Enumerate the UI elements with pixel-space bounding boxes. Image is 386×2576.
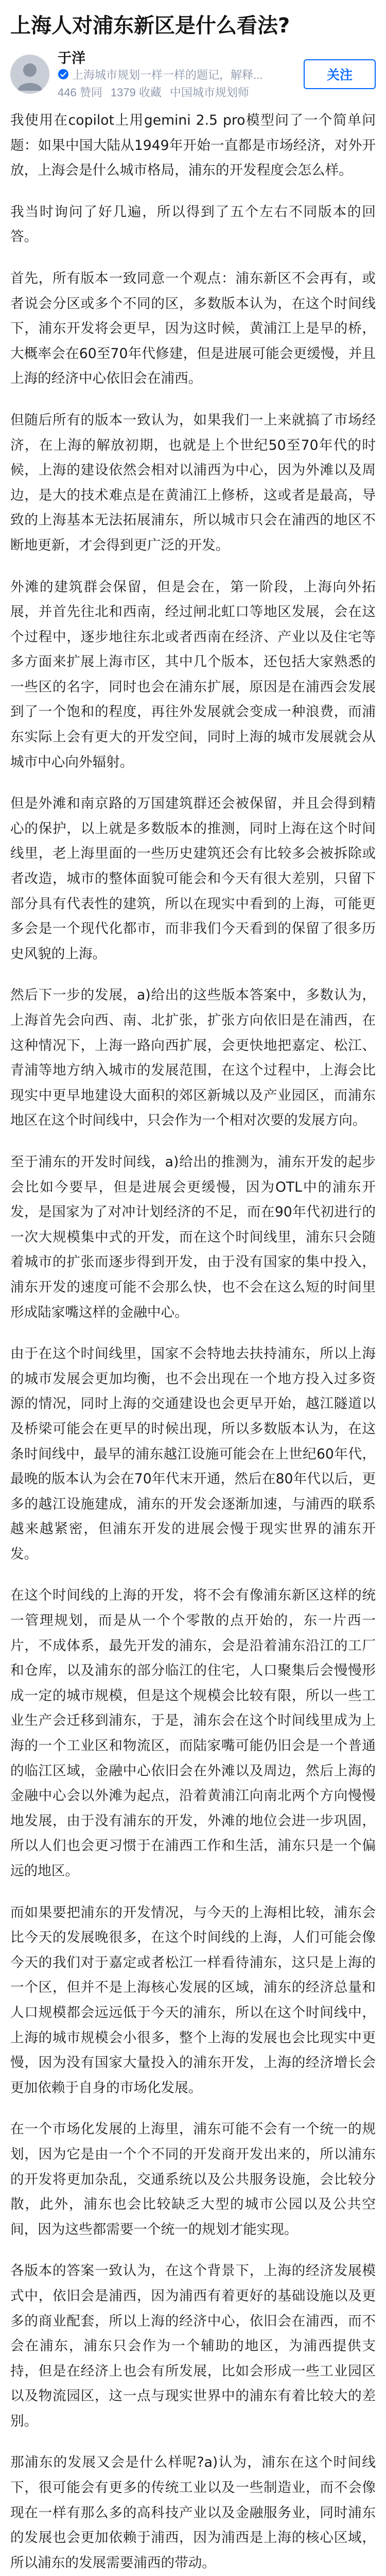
verified-badge-icon — [58, 69, 69, 80]
answer-paragraph: 至于浦东的开发时间线，a)给出的推测为，浦东开发的起步会比如今要早，但是进展会更缓慢，因为OTL中的浦东开发，是国家为了对冲计划经济的不足，而在90年代初进行的一次大规模集中式的开发，而在这个时间线里，浦东只会随着城市的扩张而逐步得到开发，由于没有国家的集中投入，浦东开发的速度可能不会那么快，也不会在这么短的时间里形成陆家嘴这样的金融中心。 — [10, 1154, 376, 1320]
answer-paragraph: 外滩的建筑群会保留，但是会在，第一阶段，上海向外拓展，并首先往北和西南，经过闸北虹口等地区发展，会在这个过程中，逐步地往东北或者西南在经济、产业以及住宅等多方面来扩展上海市区，其中几个版本，还包括大家熟悉的一些区的名字，同时也会在浦东扩展，原因是在浦西会发展到了一个饱和的程度，再往外发展就会变成一种浪费，而浦东实际上会有更大的开发空间，同时上海的城市发展就会从城市中心向外辐射。 — [10, 579, 376, 770]
answer-paragraph: 首先，所有版本一致同意一个观点：浦东新区不会再有，或者说会分区或多个不同的区，多数版本认为，在这个时间线下，浦东开发将会更早，因为这时候，黄浦江上是早的桥，大概率会在60至70年代修建，但是进展可能会更缓慢，并且上海的经济中心依旧会在浦西。 — [10, 270, 376, 387]
answer-paragraph: 然后下一步的发展，a)给出的这些版本答案中，多数认为，上海首先会向西、南、北扩张，扩张方向依旧是在浦西，在这种情况下，上海一路向西扩展，会更快地把嘉定、松江、青浦等地方纳入城市的发展范围，在这个过程中，上海会比现实中更早地建设大面积的郊区新城以及产业园区，而浦东地区在这个时间线中，只会作为一个相对次要的发展方向。 — [10, 987, 376, 1129]
answer-paragraph: 但随后所有的版本一致认为，如果我们一上来就搞了市场经济，在上海的解放初期，也就是上个世纪50至70年代的时候，上海的建设依然会相对以浦西为中心，因为外滩以及周边，是大的技术难点是在黄浦江上修桥，这或者是最高，导致的上海基本无法拓展浦东，所以城市只会在浦西的地区不断地更新，才会得到更广泛的开发。 — [10, 412, 376, 553]
author-verify-label: 上海城市规划一样一样的题记，解释... — [72, 68, 263, 81]
author-name[interactable]: 于洋 — [58, 50, 85, 66]
answer-paragraph: 各版本的答案一致认为，在这个背景下，上海的经济发展模式中，依旧会是浦西，因为浦西有着更好的基础设施以及更多的商业配套，所以上海的经济中心，依旧会在浦西，而不会在浦东，浦东只会作为一个辅助的地区，为浦西提供支持，但是在经济上也会有所发展，比如会形成一些工业园区以及物流园区，这一点与现实世界中的浦东有着比较大的差别。 — [10, 2263, 376, 2429]
answer-paragraph: 由于在这个时间线里，国家不会特地去扶持浦东，所以上海的城市发展会更加均衡，也不会出现在一个地方投入过多资源的情况，同时上海的交通建设也会更早开始，越江隧道以及桥梁可能会在更早的时候出现，所以多数版本认为，在这条时间线中，最早的浦东越江设施可能会在上世纪60年代，最晚的版本认为会在70年代末开通，然后在80年代以后，更多的越江设施建成，浦东的开发会逐渐加速，与浦西的联系越来越紧密，但浦东开发的进展会慢于现实世界的浦东开发。 — [10, 1346, 376, 1562]
answer-paragraph: 在一个市场化发展的上海里，浦东可能不会有一个统一的规划，因为它是由一个个不同的开发商开发出来的，所以浦东的开发将更加杂乱，交通系统以及公共服务设施，会比较分散，此外，浦东也会比较缺乏大型的城市公园以及公共空间，因为这些都需要一个统一的规划才能实现。 — [10, 2121, 376, 2238]
answer-paragraph: 我当时询问了好几遍，所以得到了五个左右不同版本的回答。 — [10, 204, 376, 245]
avatar-image-icon — [10, 55, 49, 94]
avatar[interactable] — [10, 55, 49, 94]
question-title[interactable]: 上海人对浦东新区是什么看法? — [10, 14, 290, 38]
author-line2 — [58, 65, 297, 83]
answer-paragraph: 而如果要把浦东的开发情况，与今天的上海相比较，浦东会比今天的发展晚很多，在这个时间线的上海，人们可能会像今天的我们对于嘉定或者松江一样看待浦东，这只是上海的一个区，但并不是上海核心发展的区域，浦东的经济总量和人口规模都会远远低于今天的浦东，所以在这个时间线中，上海的城市规模会小很多，整个上海的发展也会比现实中更慢，因为没有国家大量投入的浦东开发，上海的经济增长会更加依赖于自身的市场化发展。 — [10, 1904, 376, 2096]
follow-button[interactable]: 关注 — [304, 59, 376, 89]
answer-paragraph: 在这个时间线的上海的开发，将不会有像浦东新区这样的统一管理规划，而是从一个个零散的点开始的，东一片西一片，不成体系，最先开发的浦东，会是沿着浦东沿江的工厂和仓库，以及浦东的部分临江的住宅，人口聚集后会慢慢形成一定的城市规模，但是这个规模会比较有限，所以一些工业生产会迁移到浦东，于是，浦东会在这个时间线里成为上海的一个工业区和物流区，而陆家嘴可能仍旧会是一个普通的临江区域，金融中心依旧会在外滩以及周边，然后上海的金融中心会以外滩为起点，沿着黄浦江向南北两个方向慢慢地发展，由于没有浦东的开发，外滩的地位会进一步巩固，所以人们也会更习惯于在浦西工作和生活，浦东只是一个偏远的地区。 — [10, 1587, 376, 1879]
answer-content — [10, 108, 376, 2576]
author-line1 — [58, 48, 297, 65]
author-bio: 中国城市规划师 — [169, 86, 249, 99]
answer-paragraph: 那浦东的发展又会是什么样呢?a)认为，浦东在这个时间线下，很可能会有更多的传统工业以及一些制造业，而不会像现在一样有那么多的高科技产业以及金融服务业，同时浦东的发展也会更加依赖于浦西，因为浦西是上海的核心区域，所以浦东的发展需要浦西的带动。 — [10, 2454, 376, 2571]
author-stats — [58, 83, 297, 100]
author-info — [58, 48, 297, 100]
answer-paragraph: 我使用在copilot上用gemini 2.5 pro模型问了一个简单问题：如果中国大陆从1949年开始一直都是市场经济，对外开放，上海会是什么城市格局，浦东的开发程度会怎么样。 — [10, 112, 376, 179]
likes-count: 446 赞同 — [58, 86, 102, 99]
author-row — [10, 49, 376, 99]
favorites-count: 1379 收藏 — [110, 86, 162, 99]
answer-paragraph: 但是外滩和南京路的万国建筑群还会被保留，并且会得到精心的保护，以上就是多数版本的推测，同时上海在这个时间线里，老上海里面的一些历史建筑还会有比较多会被拆除或者改造，城市的整体面貌可能会和今天有很大差别，只留下部分具有代表性的建筑，所以在现实中看到的上海，可能更多会是一个现代化都市，而非我们今天看到的保留了很多历史风貌的上海。 — [10, 795, 376, 962]
